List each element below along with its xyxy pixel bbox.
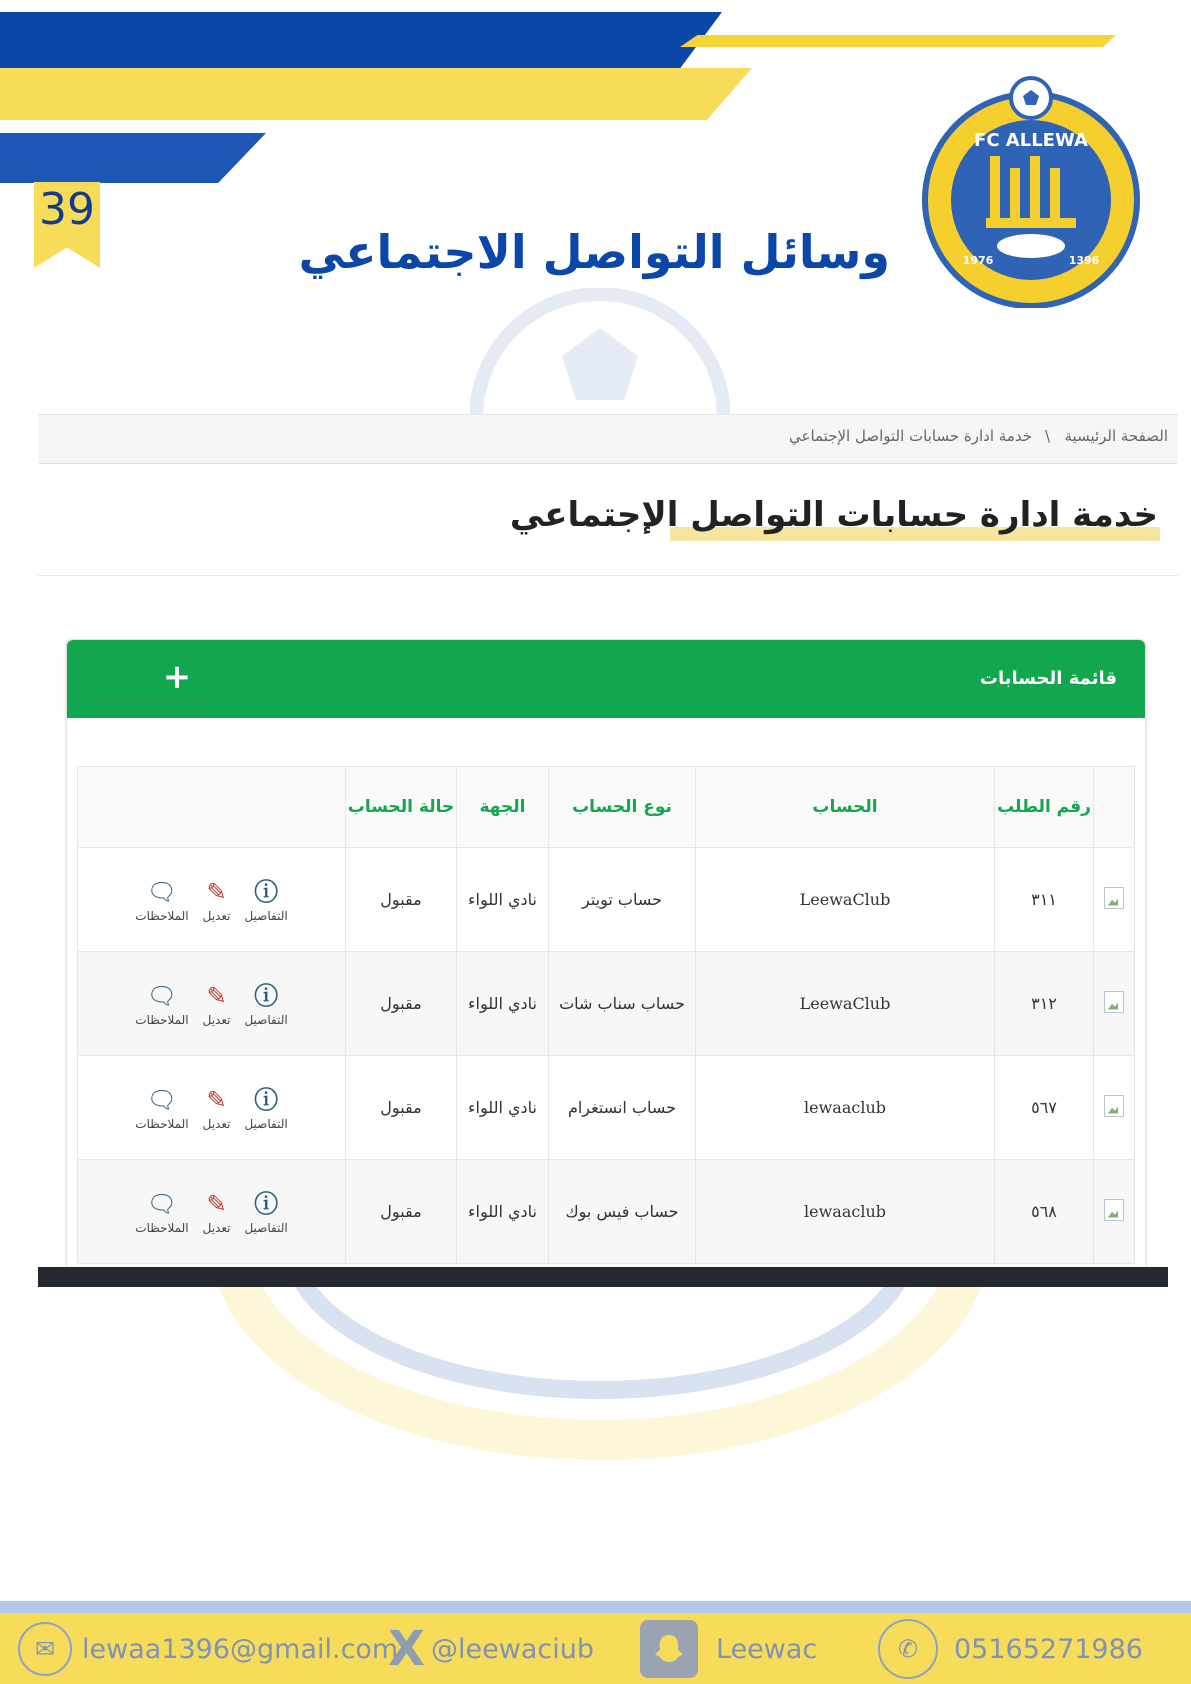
footer-snapchat[interactable] [640, 1623, 817, 1675]
breadcrumb-home[interactable]: الصفحة الرئيسية [1064, 427, 1168, 445]
account-type: حساب فيس بوك [549, 1160, 696, 1264]
club-logo [920, 68, 1142, 308]
edit-icon: ✎ [206, 877, 227, 906]
footer-x-text: @leewaciub [431, 1633, 594, 1665]
phone-icon: ✆ [878, 1619, 938, 1679]
table-row [78, 1160, 1135, 1264]
row-actions [78, 848, 346, 952]
row-image-cell [1094, 1160, 1135, 1264]
footer-email[interactable] [18, 1623, 398, 1675]
footer-phone[interactable] [878, 1623, 1143, 1675]
header-request-number: رقم الطلب [995, 767, 1094, 848]
row-actions [78, 1160, 346, 1264]
details-button[interactable] [244, 1189, 287, 1235]
account-name: lewaaclub [696, 1160, 995, 1264]
edit-icon: ✎ [206, 981, 227, 1010]
comment-icon: 🗨 [146, 981, 178, 1010]
request-number: ٥٦٨ [995, 1160, 1094, 1264]
notes-label: الملاحظات [135, 908, 189, 923]
account-name: LeewaClub [696, 952, 995, 1056]
account-status: مقبول [346, 1056, 457, 1160]
request-number: ٣١١ [995, 848, 1094, 952]
logo-year-right: 1396 [1068, 254, 1100, 267]
header-image [1094, 767, 1135, 848]
comment-icon: 🗨 [146, 1189, 178, 1218]
request-number: ٥٦٧ [995, 1056, 1094, 1160]
panel-header [67, 640, 1145, 718]
embedded-screenshot [38, 414, 1178, 1287]
contact-footer [0, 1613, 1191, 1684]
notes-button[interactable] [135, 981, 188, 1027]
account-entity: نادي اللواء [457, 1056, 549, 1160]
info-icon: ⓘ [254, 877, 279, 906]
details-label: التفاصيل [244, 1116, 288, 1131]
details-label: التفاصيل [244, 1012, 288, 1027]
footer-phone-text: 05165271986 [954, 1633, 1143, 1665]
row-image-cell [1094, 848, 1135, 952]
edit-button[interactable] [203, 1189, 231, 1235]
row-actions [78, 952, 346, 1056]
header-account-type: نوع الحساب [549, 767, 696, 848]
footer-snapchat-text: Leewac [716, 1633, 818, 1665]
details-button[interactable] [244, 1085, 287, 1131]
table-row [78, 1056, 1135, 1160]
watermark-ball [470, 288, 730, 428]
notes-button[interactable] [135, 1189, 188, 1235]
notes-label: الملاحظات [135, 1116, 189, 1131]
details-button[interactable] [244, 981, 287, 1027]
info-icon: ⓘ [254, 1189, 279, 1218]
panel-title: قائمة الحسابات [979, 668, 1117, 689]
details-label: التفاصيل [244, 908, 288, 923]
edit-label: تعديل [202, 1012, 231, 1027]
table-row [78, 848, 1135, 952]
header-actions [78, 767, 346, 848]
account-entity: نادي اللواء [457, 952, 549, 1056]
request-number: ٣١٢ [995, 952, 1094, 1056]
header-status: حالة الحساب [346, 767, 457, 848]
account-entity: نادي اللواء [457, 1160, 549, 1264]
table-header-row [78, 767, 1135, 848]
broken-image-icon [1104, 887, 1124, 909]
details-button[interactable] [244, 877, 287, 923]
windows-taskbar [38, 1267, 1168, 1287]
header-account: الحساب [696, 767, 995, 848]
row-actions [78, 1056, 346, 1160]
accounts-panel [66, 639, 1146, 1281]
header-stripe-yellow-thin [680, 35, 1116, 47]
account-name: lewaaclub [696, 1056, 995, 1160]
page-number: 39 [39, 184, 95, 235]
edit-label: تعديل [202, 1220, 231, 1235]
page-title: خدمة ادارة حسابات التواصل الإجتماعي [509, 495, 1158, 535]
account-type: حساب انستغرام [549, 1056, 696, 1160]
logo-ring-text: FC ALLEWA [974, 130, 1088, 151]
footer-x[interactable] [388, 1623, 594, 1675]
logo-year-left: 1976 [962, 254, 994, 267]
header-entity: الجهة [457, 767, 549, 848]
notes-label: الملاحظات [135, 1012, 189, 1027]
notes-label: الملاحظات [135, 1220, 189, 1235]
x-logo-icon: X [388, 1621, 426, 1677]
info-icon: ⓘ [254, 981, 279, 1010]
table-row [78, 952, 1135, 1056]
add-button-underline [95, 700, 215, 701]
footer-email-text: lewaa1396@gmail.com [82, 1633, 399, 1665]
account-entity: نادي اللواء [457, 848, 549, 952]
account-status: مقبول [346, 848, 457, 952]
edit-button[interactable] [203, 1085, 231, 1131]
accounts-table [77, 766, 1135, 1264]
account-type: حساب تويتر [549, 848, 696, 952]
document-title: وسائل التواصل الاجتماعي [298, 225, 890, 279]
info-icon: ⓘ [254, 1085, 279, 1114]
mail-icon: ✉ [18, 1622, 72, 1676]
account-type: حساب سناب شات [549, 952, 696, 1056]
edit-icon: ✎ [206, 1085, 227, 1114]
row-image-cell [1094, 1056, 1135, 1160]
breadcrumb-current: خدمة ادارة حسابات التواصل الإجتماعي [789, 427, 1032, 445]
add-account-button[interactable]: + [162, 657, 192, 697]
notes-button[interactable] [135, 1085, 188, 1131]
footer-accent-line [0, 1601, 1191, 1613]
breadcrumb [38, 415, 1178, 464]
broken-image-icon [1104, 1095, 1124, 1117]
edit-icon: ✎ [206, 1189, 227, 1218]
edit-button[interactable] [203, 877, 231, 923]
account-status: مقبول [346, 952, 457, 1056]
broken-image-icon [1104, 991, 1124, 1013]
comment-icon: 🗨 [146, 1085, 178, 1114]
broken-image-icon [1104, 1199, 1124, 1221]
header-stripe-yellow [0, 68, 752, 120]
details-label: التفاصيل [244, 1220, 288, 1235]
account-status: مقبول [346, 1160, 457, 1264]
edit-label: تعديل [202, 908, 231, 923]
breadcrumb-separator: \ [1044, 427, 1050, 445]
edit-label: تعديل [202, 1116, 231, 1131]
notes-button[interactable] [135, 877, 188, 923]
row-image-cell [1094, 952, 1135, 1056]
account-name: LeewaClub [696, 848, 995, 952]
comment-icon: 🗨 [146, 877, 178, 906]
divider [38, 575, 1178, 576]
snapchat-icon [640, 1620, 698, 1678]
header-stripe-blue-small [0, 133, 266, 183]
edit-button[interactable] [203, 981, 231, 1027]
